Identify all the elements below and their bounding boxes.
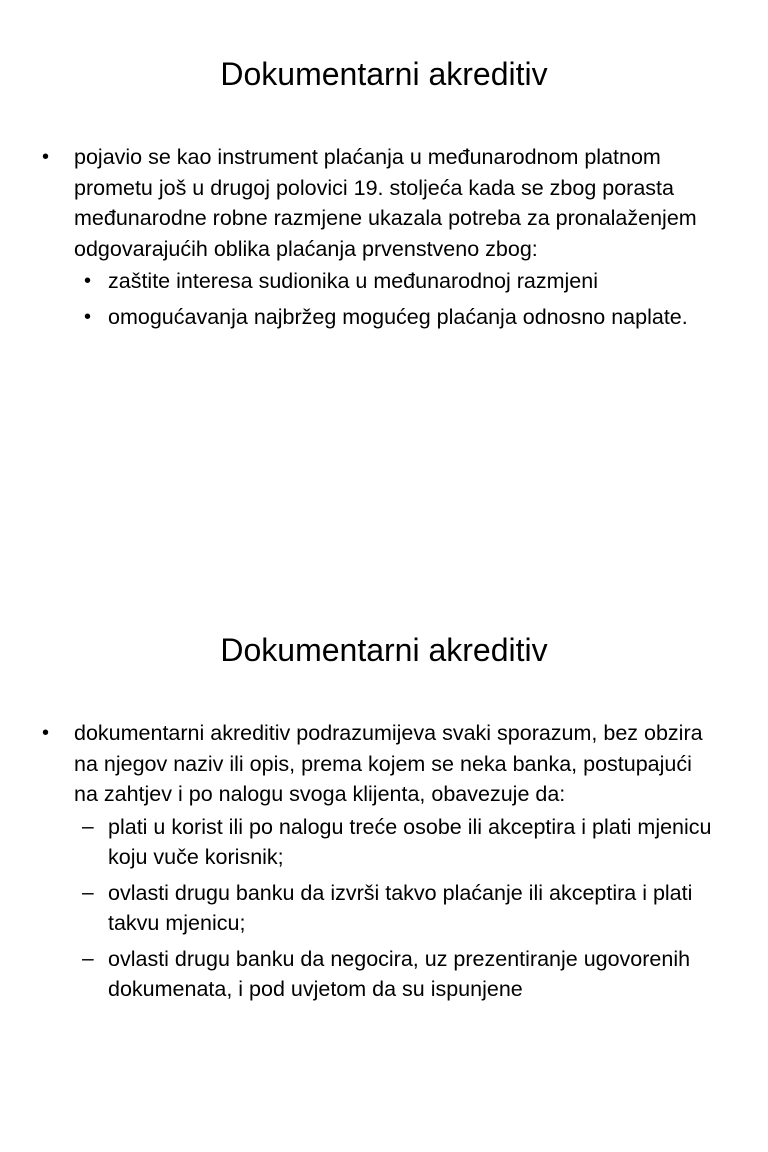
- slide-2: [0, 576, 768, 1152]
- bullet-text: dokumentarni akreditiv podrazumijeva svaki sporazum, bez obzira na njegov naziv ili opis, prema kojem se neka banka, postupajući na zahtjev i po nalogu svoga klijenta, obavezuje da:: [74, 721, 703, 806]
- bullet-text: pojavio se kao instrument plaćanja u međunarodnom platnom prometu još u drugoj polovici 19. stoljeća kada se zbog porasta međunarodne robne razmjene ukazala potreba za pronalaženjem odgovarajućih oblika plaćanja prvenstveno zbog:: [74, 145, 697, 261]
- dash-marker: –: [82, 880, 94, 904]
- sub-bullet-marker: •: [84, 305, 92, 328]
- sub-bullet-item: [74, 878, 720, 939]
- sub-bullet-text: zaštite interesa sudionika u međunarodnoj razmjeni: [108, 269, 598, 293]
- sub-bullet-item: [74, 266, 720, 297]
- sub-bullet-text: ovlasti drugu banku da negocira, uz prezentiranje ugovorenih dokumenata, i pod uvjetom da su ispunjene: [108, 946, 691, 1001]
- bullet-list: [40, 718, 720, 1010]
- sub-bullet-marker: •: [84, 270, 92, 292]
- sub-bullet-item: [74, 944, 720, 1005]
- sub-bullet-list: [74, 812, 720, 1005]
- sub-bullet-text: plati u korist ili po nalogu treće osobe ili akceptira i plati mjenicu koju vuče korisnik;: [108, 814, 712, 869]
- bullet-marker: •: [42, 146, 50, 168]
- bullet-marker: •: [42, 722, 50, 744]
- dash-marker: –: [82, 814, 94, 838]
- sub-bullet-list: [74, 266, 720, 332]
- bullet-list: [40, 142, 720, 337]
- bullet-item: [40, 142, 720, 332]
- sub-bullet-item: [74, 302, 720, 333]
- sub-bullet-text: ovlasti drugu banku da izvrši takvo plaćanje ili akceptira i plati takvu mjenicu;: [108, 880, 693, 935]
- dash-marker: –: [82, 946, 94, 970]
- slide-title: Dokumentarni akreditiv: [220, 632, 548, 668]
- slide-title: Dokumentarni akreditiv: [220, 56, 548, 92]
- bullet-item: [40, 718, 720, 1005]
- sub-bullet-text: omogućavanja najbržeg mogućeg plaćanja odnosno naplate.: [108, 304, 688, 329]
- sub-bullet-item: [74, 812, 720, 873]
